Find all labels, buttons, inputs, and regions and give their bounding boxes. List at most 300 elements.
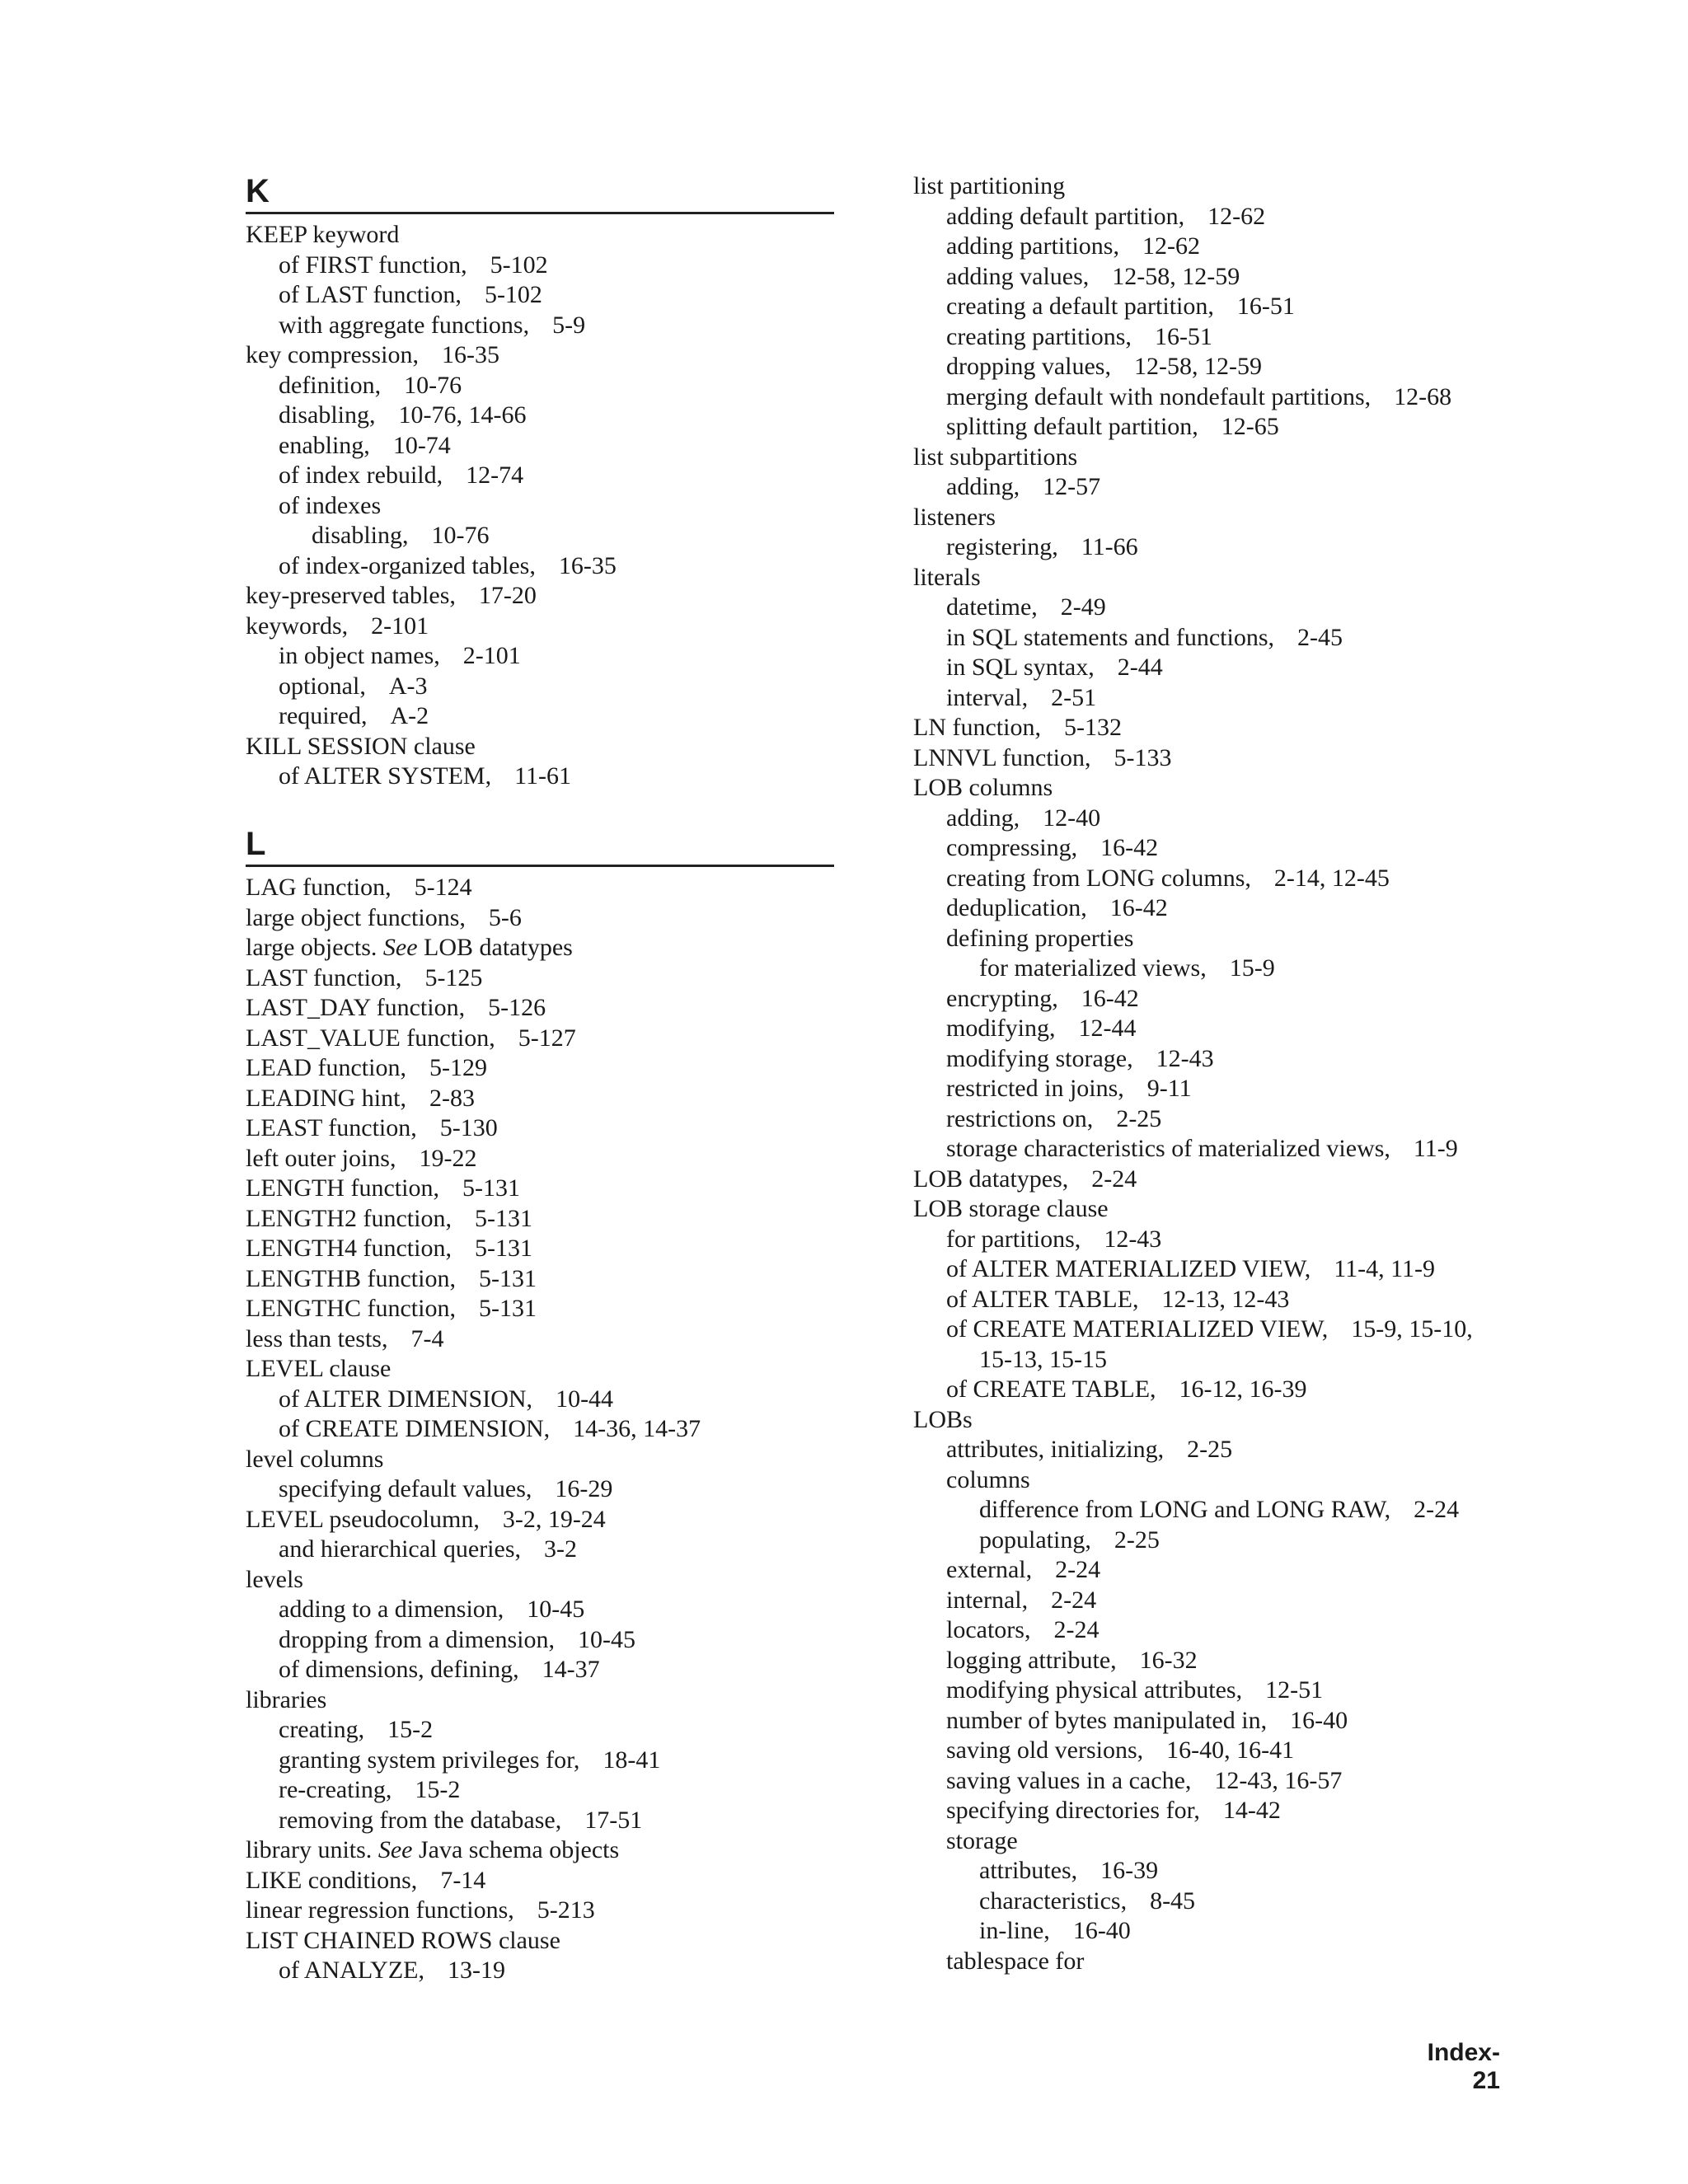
index-entry: [913, 1345, 1107, 1376]
index-term: restrictions on,: [946, 1104, 1094, 1132]
index-term: of ALTER SYSTEM,: [279, 762, 492, 790]
index-term: and hierarchical queries,: [279, 1535, 522, 1563]
index-entry: [913, 1826, 1018, 1857]
index-entry: [913, 1104, 1161, 1135]
index-entry: [913, 1526, 1160, 1556]
index-term: LOBs: [913, 1405, 973, 1433]
index-entry: [246, 1625, 635, 1656]
page-reference: 5-102: [484, 281, 542, 308]
index-term: compressing,: [946, 834, 1078, 861]
index-entry: [913, 653, 1163, 683]
page-reference: 16-12, 16-39: [1179, 1376, 1307, 1403]
index-entry: [246, 1956, 505, 1986]
index-term: LOB columns: [913, 774, 1053, 801]
index-entry: [913, 833, 1158, 864]
index-entry: [246, 1595, 584, 1625]
index-term: populating,: [979, 1526, 1091, 1554]
index-entry: [913, 1706, 1348, 1736]
page-reference: 2-44: [1117, 654, 1163, 681]
index-term: of FIRST function,: [279, 251, 467, 279]
index-term: specifying default values,: [279, 1475, 532, 1502]
index-entry: [913, 683, 1096, 714]
page-reference: 11-9: [1413, 1135, 1458, 1162]
see-target: Java schema objects: [418, 1836, 620, 1863]
index-term: key compression,: [246, 341, 419, 368]
index-term: dropping from a dimension,: [279, 1625, 555, 1653]
page-reference: 16-35: [558, 551, 617, 579]
index-entry: [913, 743, 1172, 774]
index-term: creating,: [279, 1716, 365, 1743]
index-term: merging default with nondefault partitions,: [946, 382, 1372, 410]
index-term: of ALTER TABLE,: [946, 1285, 1139, 1313]
index-entry: [246, 933, 573, 963]
page-reference: 16-35: [441, 341, 499, 368]
index-entry: [246, 1835, 619, 1866]
index-term: LEAST function,: [246, 1114, 417, 1141]
index-term: LENGTHB function,: [246, 1264, 456, 1292]
page-reference: 9-11: [1146, 1075, 1192, 1102]
index-entry: [246, 581, 537, 612]
page-reference: 16-51: [1236, 293, 1295, 320]
page-reference: 10-45: [577, 1625, 635, 1653]
page-reference: 10-45: [527, 1596, 585, 1623]
index-term: LAST_DAY function,: [246, 994, 466, 1021]
index-term: left outer joins,: [246, 1144, 396, 1172]
index-term: keywords,: [246, 612, 349, 640]
page-reference: 16-40, 16-41: [1166, 1736, 1295, 1764]
page-reference: 10-76: [431, 522, 490, 549]
index-entry: [913, 893, 1168, 924]
index-term: library units.: [246, 1836, 373, 1863]
index-term: adding values,: [946, 262, 1090, 290]
page-reference: 3-2: [544, 1535, 578, 1563]
index-entry: [246, 340, 499, 371]
index-entry: [913, 1405, 973, 1436]
page-reference: 12-51: [1265, 1676, 1324, 1704]
index-entry: [913, 1194, 1109, 1225]
index-entry: [913, 1254, 1435, 1285]
page-reference: 12-43, 16-57: [1214, 1766, 1343, 1794]
index-entry: [913, 262, 1240, 293]
index-term: in-line,: [979, 1917, 1050, 1944]
index-entry: [246, 311, 585, 341]
index-entry: [913, 1736, 1294, 1766]
index-entry: [246, 1565, 303, 1596]
page-reference: 5-124: [414, 874, 472, 901]
index-entry: [913, 1586, 1096, 1616]
index-term: adding,: [946, 473, 1020, 500]
index-entry: [246, 1655, 600, 1685]
page-reference: 12-58, 12-59: [1112, 262, 1240, 290]
page-reference: 16-40: [1072, 1917, 1131, 1944]
index-entry: [246, 551, 617, 582]
page-reference: 2-25: [1116, 1104, 1162, 1132]
index-entry: [913, 292, 1295, 322]
page-reference: 16-42: [1100, 834, 1159, 861]
index-term: key-preserved tables,: [246, 582, 456, 609]
page-reference: 16-42: [1109, 894, 1168, 921]
index-entry: [246, 1685, 326, 1716]
page-reference: 15-2: [387, 1716, 434, 1743]
index-term: of dimensions, defining,: [279, 1656, 519, 1683]
index-entry: [913, 773, 1053, 804]
index-entry: [246, 1113, 498, 1144]
index-entry: [913, 202, 1265, 232]
page-reference: 2-101: [371, 612, 429, 640]
page-reference: 7-4: [410, 1324, 444, 1352]
index-term: optional,: [279, 672, 366, 700]
index-term: linear regression functions,: [246, 1896, 514, 1924]
index-entry: [246, 521, 490, 551]
page-reference: 19-22: [419, 1144, 477, 1172]
index-entry: [913, 864, 1390, 894]
index-entry: [246, 1445, 383, 1475]
index-term: of index-organized tables,: [279, 551, 536, 579]
page-reference: 2-25: [1114, 1526, 1160, 1554]
page-reference: 2-24: [1414, 1496, 1460, 1523]
index-entry: [246, 1505, 606, 1535]
index-term: 15-13, 15-15: [979, 1345, 1107, 1373]
index-term: LENGTH function,: [246, 1174, 439, 1202]
index-term: encrypting,: [946, 984, 1058, 1012]
page-reference: 5-131: [462, 1174, 520, 1202]
index-term: definition,: [279, 371, 382, 399]
page-reference: 15-2: [415, 1776, 461, 1803]
index-entry: [913, 1074, 1192, 1104]
index-entry: [246, 762, 571, 792]
index-entry: [913, 382, 1451, 413]
index-term: of indexes: [279, 491, 382, 519]
index-term: of LAST function,: [279, 281, 462, 308]
index-term: dropping values,: [946, 353, 1111, 380]
page-reference: 16-51: [1154, 322, 1212, 350]
page-reference: 12-62: [1142, 232, 1200, 260]
page-reference: 16-32: [1139, 1646, 1198, 1674]
index-term: creating a default partition,: [946, 293, 1214, 320]
page-reference: 12-57: [1043, 473, 1101, 500]
index-entry: [246, 1084, 475, 1114]
index-entry: [913, 593, 1106, 623]
page-reference: 5-132: [1063, 714, 1122, 741]
index-entry: [246, 371, 462, 401]
index-entry: [246, 1144, 476, 1174]
index-entry: [246, 1474, 612, 1505]
index-term: LN function,: [913, 714, 1041, 741]
index-entry: [913, 1796, 1281, 1826]
index-term: large object functions,: [246, 903, 466, 931]
index-term: list partitioning: [913, 172, 1066, 199]
page-reference: A-2: [390, 702, 429, 729]
page-reference: 13-19: [447, 1957, 505, 1984]
page-reference: 5-126: [488, 994, 546, 1021]
index-term: tablespace for: [946, 1947, 1085, 1975]
index-term: of CREATE MATERIALIZED VIEW,: [946, 1315, 1329, 1343]
see-reference: See: [377, 1836, 413, 1863]
index-term: LOB storage clause: [913, 1195, 1109, 1222]
index-term: of ALTER MATERIALIZED VIEW,: [946, 1255, 1311, 1282]
index-term: removing from the database,: [279, 1806, 562, 1834]
page-reference: 2-101: [462, 642, 521, 669]
index-term: large objects.: [246, 934, 377, 961]
index-term: adding,: [946, 804, 1020, 832]
page-reference: 7-14: [440, 1866, 486, 1894]
index-entry: [246, 701, 429, 732]
page-reference: 12-13, 12-43: [1161, 1285, 1290, 1313]
index-entry: [246, 903, 522, 934]
index-entry: [246, 1926, 560, 1957]
page-reference: 2-25: [1187, 1436, 1233, 1463]
index-entry: [913, 1856, 1158, 1886]
index-entry: [246, 1174, 520, 1204]
page-reference: 5-213: [537, 1896, 595, 1924]
index-entry: [913, 443, 1077, 473]
page-reference: 11-4, 11-9: [1334, 1255, 1435, 1282]
index-term: attributes, initializing,: [946, 1436, 1165, 1463]
page-reference: 15-9, 15-10,: [1351, 1315, 1473, 1343]
page-reference: 12-44: [1078, 1015, 1137, 1042]
index-term: splitting default partition,: [946, 413, 1198, 440]
index-entry: [913, 472, 1100, 503]
page-reference: 3-2, 19-24: [502, 1505, 606, 1533]
section-divider: [246, 865, 834, 867]
page-reference: 2-24: [1055, 1556, 1101, 1583]
index-term: number of bytes manipulated in,: [946, 1706, 1268, 1734]
index-entry: [913, 352, 1262, 382]
page-reference: 12-40: [1043, 804, 1101, 832]
index-entry: [246, 612, 429, 642]
index-entry: [246, 641, 521, 672]
index-term: adding to a dimension,: [279, 1596, 504, 1623]
page-reference: 2-24: [1051, 1586, 1097, 1614]
index-entry: [913, 623, 1343, 654]
index-entry: [913, 1375, 1307, 1405]
page-reference: 5-131: [474, 1235, 532, 1262]
index-term: saving values in a cache,: [946, 1766, 1192, 1794]
page-reference: 5-130: [439, 1114, 498, 1141]
page-reference: 8-45: [1150, 1886, 1196, 1915]
index-term: storage characteristics of materialized views,: [946, 1135, 1390, 1162]
page-reference: 5-125: [424, 963, 483, 991]
page-reference: 16-39: [1100, 1857, 1159, 1884]
index-term: characteristics,: [979, 1886, 1128, 1915]
index-entry: [246, 1204, 532, 1235]
page-reference: 5-9: [552, 311, 586, 339]
index-entry: [913, 1766, 1342, 1797]
page-reference: 16-29: [555, 1475, 613, 1502]
index-term: of ANALYZE,: [279, 1957, 424, 1984]
page-reference: 17-51: [584, 1806, 643, 1834]
index-entry: [913, 412, 1279, 443]
index-entry: [913, 1886, 1195, 1917]
see-reference: See: [382, 934, 418, 961]
index-term: for materialized views,: [979, 954, 1207, 982]
index-term: registering,: [946, 533, 1058, 560]
index-entry: [913, 954, 1275, 984]
page-reference: 5-102: [490, 251, 548, 279]
index-entry: [246, 1866, 485, 1896]
index-entry: [246, 873, 472, 903]
index-term: deduplication,: [946, 894, 1087, 921]
section-letter-heading: K: [246, 173, 270, 209]
index-entry: [913, 1947, 1084, 1977]
index-entry: [246, 1354, 391, 1385]
index-entry: [246, 1746, 660, 1776]
index-entry: [913, 713, 1122, 743]
index-entry: [246, 1806, 642, 1836]
index-term: modifying storage,: [946, 1044, 1133, 1072]
index-entry: [246, 1234, 532, 1264]
index-term: libraries: [246, 1685, 327, 1713]
index-term: less than tests,: [246, 1324, 388, 1352]
index-entry: [913, 1315, 1473, 1345]
index-entry: [246, 1775, 460, 1806]
index-entry: [913, 1916, 1131, 1947]
index-term: LAG function,: [246, 874, 392, 901]
index-term: literals: [913, 563, 981, 591]
index-entry: [246, 1896, 595, 1926]
page-reference: 12-58, 12-59: [1133, 353, 1262, 380]
index-term: KEEP keyword: [246, 221, 400, 248]
index-term: columns: [946, 1465, 1030, 1493]
index-entry: [913, 1675, 1323, 1706]
index-entry: [913, 1134, 1458, 1165]
index-term: LEAD function,: [246, 1054, 406, 1081]
index-entry: [913, 924, 1133, 954]
index-entry: [246, 431, 451, 462]
index-term: LIST CHAINED ROWS clause: [246, 1926, 560, 1954]
index-entry: [246, 491, 381, 522]
index-entry: [246, 1535, 577, 1565]
index-entry: [913, 322, 1212, 353]
page-reference: 16-42: [1081, 984, 1139, 1012]
page-reference: 2-45: [1297, 623, 1343, 651]
page-reference: 12-68: [1394, 382, 1452, 410]
index-term: interval,: [946, 683, 1029, 711]
see-target: LOB datatypes: [424, 934, 573, 961]
index-entry: [246, 1264, 537, 1295]
page-reference: 14-42: [1222, 1797, 1281, 1824]
index-entry: [913, 503, 996, 533]
index-term: LAST_VALUE function,: [246, 1024, 495, 1052]
index-term: required,: [279, 702, 368, 729]
index-term: in SQL statements and functions,: [946, 623, 1274, 651]
index-entry: [246, 1324, 444, 1355]
index-entry: [913, 1225, 1161, 1255]
index-term: modifying physical attributes,: [946, 1676, 1243, 1704]
index-entry: [913, 563, 981, 593]
page-reference: 5-6: [488, 903, 522, 931]
index-entry: [246, 461, 523, 491]
index-term: in object names,: [279, 642, 440, 669]
index-term: difference from LONG and LONG RAW,: [979, 1496, 1391, 1523]
index-term: datetime,: [946, 593, 1038, 621]
section-letter-heading: L: [246, 826, 266, 862]
page-reference: 10-76, 14-66: [398, 401, 527, 429]
index-entry: [246, 1294, 537, 1324]
index-term: of CREATE DIMENSION,: [279, 1415, 551, 1442]
index-entry: [246, 251, 548, 281]
page-reference: 14-36, 14-37: [573, 1415, 701, 1442]
index-term: levels: [246, 1565, 303, 1593]
index-entry: [246, 732, 476, 762]
page-reference: 12-65: [1221, 413, 1279, 440]
index-term: re-creating,: [279, 1776, 392, 1803]
index-entry: [246, 672, 427, 702]
index-term: specifying directories for,: [946, 1797, 1200, 1824]
page-reference: 2-83: [429, 1084, 475, 1112]
index-term: restricted in joins,: [946, 1075, 1124, 1102]
page-reference: 11-66: [1081, 533, 1138, 560]
page-reference: 18-41: [603, 1746, 661, 1774]
page-reference: 12-74: [466, 462, 524, 489]
page-reference: 5-131: [474, 1204, 532, 1232]
index-term: storage: [946, 1826, 1018, 1854]
index-entry: [913, 1615, 1099, 1646]
index-entry: [913, 1435, 1232, 1465]
index-entry: [246, 1715, 433, 1746]
index-term: in SQL syntax,: [946, 654, 1095, 681]
index-entry: [246, 220, 399, 251]
page-reference: 5-133: [1114, 743, 1172, 771]
index-term: granting system privileges for,: [279, 1746, 580, 1774]
index-term: listeners: [913, 503, 996, 531]
index-term: disabling,: [279, 401, 376, 429]
page-reference: 5-131: [478, 1295, 537, 1322]
page-reference: 12-43: [1104, 1225, 1162, 1253]
index-entry: [913, 171, 1065, 202]
index-entry: [913, 1465, 1030, 1496]
index-entry: [913, 1165, 1137, 1195]
index-term: of CREATE TABLE,: [946, 1376, 1156, 1403]
page-number: Index-21: [1427, 2039, 1500, 2094]
page-reference: 16-40: [1290, 1706, 1348, 1734]
index-term: external,: [946, 1556, 1033, 1583]
index-entry: [913, 1646, 1198, 1676]
index-entry: [913, 1044, 1214, 1075]
index-entry: [913, 1285, 1289, 1315]
index-term: attributes,: [979, 1857, 1078, 1884]
index-entry: [913, 532, 1138, 563]
index-term: LEVEL clause: [246, 1355, 392, 1382]
index-term: with aggregate functions,: [279, 311, 530, 339]
index-term: enabling,: [279, 431, 370, 459]
page-reference: 17-20: [478, 582, 537, 609]
page-reference: 12-43: [1156, 1044, 1214, 1072]
index-term: defining properties: [946, 924, 1134, 952]
index-term: LNNVL function,: [913, 743, 1091, 771]
page-reference: 10-76: [404, 371, 462, 399]
index-entry: [913, 804, 1100, 834]
index-term: level columns: [246, 1445, 384, 1473]
page-reference: 12-62: [1207, 202, 1266, 230]
page-reference: 2-24: [1091, 1165, 1137, 1193]
index-term: adding default partition,: [946, 202, 1185, 230]
index-term: LAST function,: [246, 963, 402, 991]
index-entry: [246, 401, 526, 431]
page-reference: 10-74: [392, 431, 451, 459]
index-entry: [246, 993, 546, 1024]
index-term: LENGTH4 function,: [246, 1235, 452, 1262]
index-entry: [246, 963, 482, 994]
index-term: disabling,: [312, 522, 409, 549]
page-reference: 2-51: [1051, 683, 1097, 711]
index-term: adding partitions,: [946, 232, 1119, 260]
index-term: of ALTER DIMENSION,: [279, 1385, 533, 1413]
page-reference: 11-61: [514, 762, 571, 790]
index-term: LOB datatypes,: [913, 1165, 1069, 1193]
page-reference: 14-37: [542, 1656, 600, 1683]
index-entry: [246, 1414, 701, 1445]
